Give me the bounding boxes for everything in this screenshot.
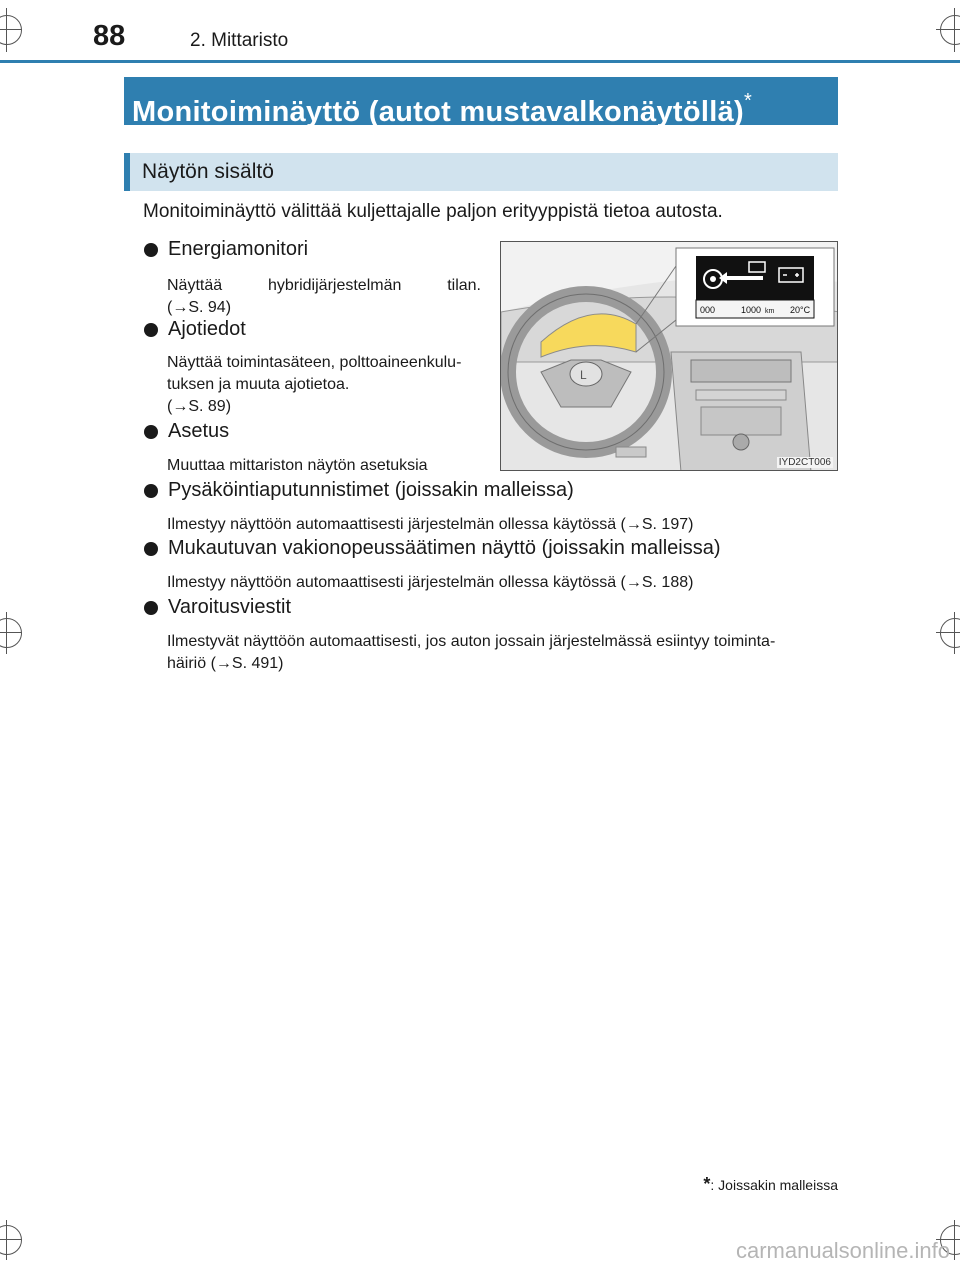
bullet-icon [144,323,158,337]
item-title: Mukautuvan vakionopeussäätimen näyttö (joissakin malleissa) [168,537,721,559]
item-description: Näyttää toimintasäteen, polttoaineenkulu- tuksen ja muuta ajotietoa. (→S. 89) [167,354,462,415]
bullet-icon [144,601,158,615]
item-description: Ilmestyy näyttöön automaattisesti järjestelmän ollessa käytössä (→S. 188) [167,574,694,591]
header-rule [0,60,960,63]
page-number: 88 [93,20,126,52]
item-title: Asetus [168,420,230,442]
display-unit: km [765,308,775,315]
display-km: 1000 [741,305,762,315]
subsection-title: Näytön sisältö [124,153,838,191]
section-title-banner [124,77,838,128]
item-description: Muuttaa mittariston näytön asetuksia [167,457,428,474]
dashboard-drawing [501,242,838,471]
item-description: Näyttää hybridijärjestelmän tilan. (→S. 94) [167,277,481,316]
watermark: carmanualsonline.info [735,1238,950,1263]
list-item-warning-messages [143,596,291,619]
svg-text:L: L [580,368,587,382]
item-description: Ilmestyy näyttöön automaattisesti järjestelmän ollessa käytössä (→S. 197) [167,516,694,533]
bullet-icon [144,425,158,439]
display-temp: 20°C [790,305,811,315]
item-title: Energiamonitori [168,238,309,260]
footnote [703,1174,838,1195]
section-title: Monitoiminäyttö (autot mustavalkonäytöllä) [132,96,744,128]
dashboard-illustration [500,241,838,471]
figure-code: IYD2CT006 [778,457,831,468]
bullet-icon [144,484,158,498]
item-title: Pysäköintiaputunnistimet (joissakin malleissa) [168,479,574,501]
item-description: Ilmestyvät näyttöön automaattisesti, jos auton jossain järjestelmässä esiintyy toiminta- häiriö (→S. 491) [167,633,776,672]
bullet-icon [144,243,158,257]
list-item-energy-monitor [143,238,308,261]
item-title: Varoitusviestit [168,596,292,618]
list-item-settings [143,420,229,443]
display-odo: 000 [700,305,716,315]
footnote-asterisk: * [703,1174,711,1194]
chapter-title: 2. Mittaristo [190,30,289,51]
bullet-icon [144,542,158,556]
list-item-parking-sensors [143,479,574,502]
section-title-asterisk: * [743,90,753,112]
list-item-cruise-control [143,537,721,560]
footnote-text: : Joissakin malleissa [710,1177,838,1193]
intro-paragraph: Monitoiminäyttö välittää kuljettajalle paljon erityyppistä tietoa autosta. [143,201,723,222]
list-item-trip-info [143,318,246,341]
item-title: Ajotiedot [168,318,246,340]
